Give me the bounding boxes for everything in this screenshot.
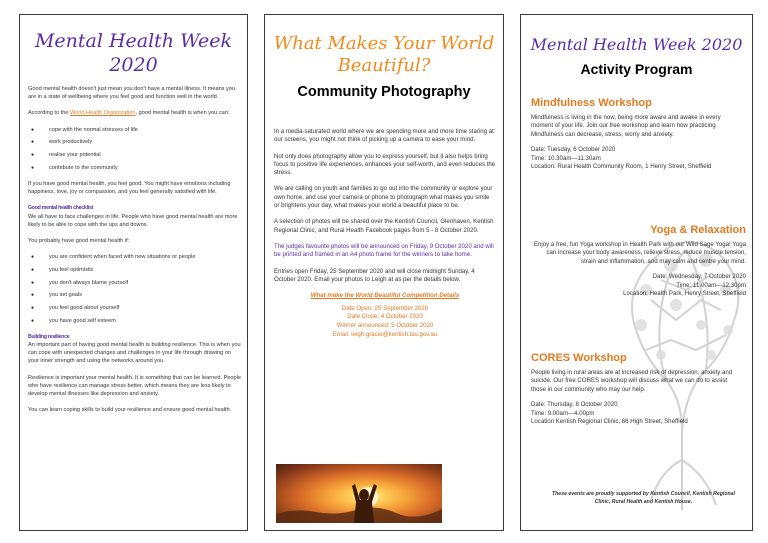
resilience-heading: Building resilience (28, 333, 70, 340)
mindfulness-time: Time: 10.30am—11.30am (531, 154, 601, 162)
panel2-title: What Makes Your World Beautiful? (273, 33, 495, 76)
competition-heading: What make the World Beautiful Competition Details (310, 292, 460, 300)
list-item: ● cope with the normal stresses of life (28, 126, 242, 134)
cores-section (531, 352, 743, 426)
panel-community-photography (264, 14, 504, 531)
paragraph: Not only does photography allow you to express yourself, but it also helps bring focus to positive life experiences, enhances your self-worth, and even reduces the stress. (274, 152, 496, 177)
checklist-intro: We all have to face challenges in life. People who have good mental health are more likely to be able to cope with the ups and downs. (28, 213, 238, 228)
list-item: ● you feel good about yourself (28, 304, 242, 312)
list-item: ● you have good self esteem (28, 317, 242, 325)
mindfulness-location: Location: Rural Health Community Room, 1 Henry Street, Sheffield (531, 163, 712, 171)
cores-location: Location Kentish Regional Clinic, 66 High Street, Sheffield (531, 418, 688, 426)
list-item: ● realise your potential (28, 151, 242, 159)
who-list (28, 126, 242, 172)
good-paragraph: If you have good mental health, you feel good. You might have emotions including happiness, love, joy or compassion, and you feel generally satisfied with life. (28, 180, 231, 196)
checklist (28, 253, 242, 325)
panel3-subtitle: Activity Program (580, 61, 693, 77)
yoga-time: Time: 11.00am—12.30pm (676, 281, 746, 289)
cores-date: Date: Thursday, 8 October 2020 (531, 401, 618, 409)
date-close: Date Close: 4 October 2020 (347, 313, 423, 321)
panel1-body (28, 85, 242, 422)
panel-activity-program (520, 14, 753, 531)
panel2-subtitle: Community Photography (297, 84, 471, 100)
competition-details (274, 292, 496, 339)
list-item: ● you don't always blame yourself (28, 279, 242, 287)
cores-time: Time: 9.00am—4.00pm (531, 409, 595, 417)
mindfulness-text: Mindfulness is living in the now, being more aware and awake in every moment of your life. Join our free workshop and learn how practicing Mindfulness can decrease, stress, worry and anxiety. (531, 114, 721, 138)
sunset-photo (276, 464, 442, 523)
mindfulness-date: Date: Tuesday, 6 October 2020 (531, 146, 616, 154)
mindfulness-heading: Mindfulness Workshop (531, 97, 652, 109)
list-item: ● you set goals (28, 291, 242, 299)
list-item: ● you are confident when faced with new situations or people (28, 253, 242, 261)
yoga-date: Date: Wednesday, 7 October 2020 (652, 273, 746, 281)
cores-heading: CORES Workshop (531, 352, 627, 364)
winner-announced: Winner announced: 5 October 2020 (336, 321, 434, 329)
cores-text: People living in rural areas are at increased risk of depression, anxiety and suicide. Our free CORES workshop will discuss what we can do to assist those in our community who may our help. (531, 369, 733, 393)
checklist-heading: Good mental health checklist (28, 205, 94, 212)
judges-paragraph: The judges favourite photos will be announced on Friday, 9 October 2020 and will be printed and framed in an A4 photo frame for the winners to take home. (274, 242, 494, 259)
list-item: ● you feel optimistic (28, 266, 242, 274)
resilience-paragraph: An important part of having good mental health is building resilience. This is when you can cope with unexpected changes and challenges in your life through drawing on your inner strength and using the networks around you. (28, 342, 241, 365)
list-item: ● contribute to the community (28, 164, 242, 172)
contact-email: Email: leigh.gracie@kentish.tas.gov.au (332, 330, 438, 338)
intro-paragraph: Good mental health doesn't just mean you don't have a mental illness. It means you are in a state of wellbeing where you feel good and function well in the world. (28, 86, 236, 101)
yoga-location: Location: Health Park, Henry Street, Sheffield (623, 290, 746, 298)
date-open: Date Open: 25 September 2020 (341, 304, 429, 312)
mindfulness-section (531, 97, 743, 171)
resilience-paragraph-2: Resilience is important your mental health. It is something that can be learned. People who have resilience can manage stress better, which means they are less likely to develop mental illnesses like depression and anxiety. (28, 374, 241, 398)
panel-mental-health-info (19, 14, 248, 531)
panel2-body (274, 128, 496, 339)
checklist-lead: You probably have good mental health if: (28, 237, 130, 244)
entries-paragraph: Entries open Friday, 25 September 2020 and will close midnight Sunday, 4 October 2020. Email your photos to Leigh at as per the details below. (274, 267, 475, 283)
paragraph: A selection of photos will be shared over the Kentish Council, Glenhaven, Kentish Regional Clinic, and Rural Health Facebook pages from 5 - 8 October 2020. (274, 218, 494, 234)
who-paragraph: According to the World Health Organization, good mental health is when you can: (28, 110, 230, 117)
yoga-heading: Yoga & Relaxation (650, 224, 746, 236)
list-item: ● work productively (28, 138, 242, 146)
sponsors-credit: These events are proudly supported by Kentish Council, Kentish Regional Clinic, Rural Health and Kentish House. (551, 491, 736, 505)
paragraph: We are calling on youth and families to go out into the community or explore your own home, and use your camera or phone to photograph what makes you smile or brightens your day, what makes your world a beautiful place to be. (274, 185, 493, 210)
panel3-title: Mental Health Week 2020 (530, 35, 743, 54)
who-link[interactable]: World Health Organization (70, 110, 136, 117)
photo-silhouette (276, 464, 442, 523)
yoga-section (531, 224, 746, 298)
yoga-text: Enjoy a free, fun Yoga workshop in Health Park with our Wild Sage Yoga! Yoga can increase your body awareness, relieve stress, reduce muscle tension, strain and inflammation, and may calm and centre your mind. (533, 241, 746, 265)
panel1-title: Mental Health Week 2020 (34, 30, 233, 76)
coping-paragraph: You can learn coping skills to build your resilience and ensure good mental health. (28, 407, 232, 414)
paragraph: In a media-saturated world where we are spending more and more time staring at our screens, you might not think of picking up a camera to ease your mind. (274, 128, 494, 144)
